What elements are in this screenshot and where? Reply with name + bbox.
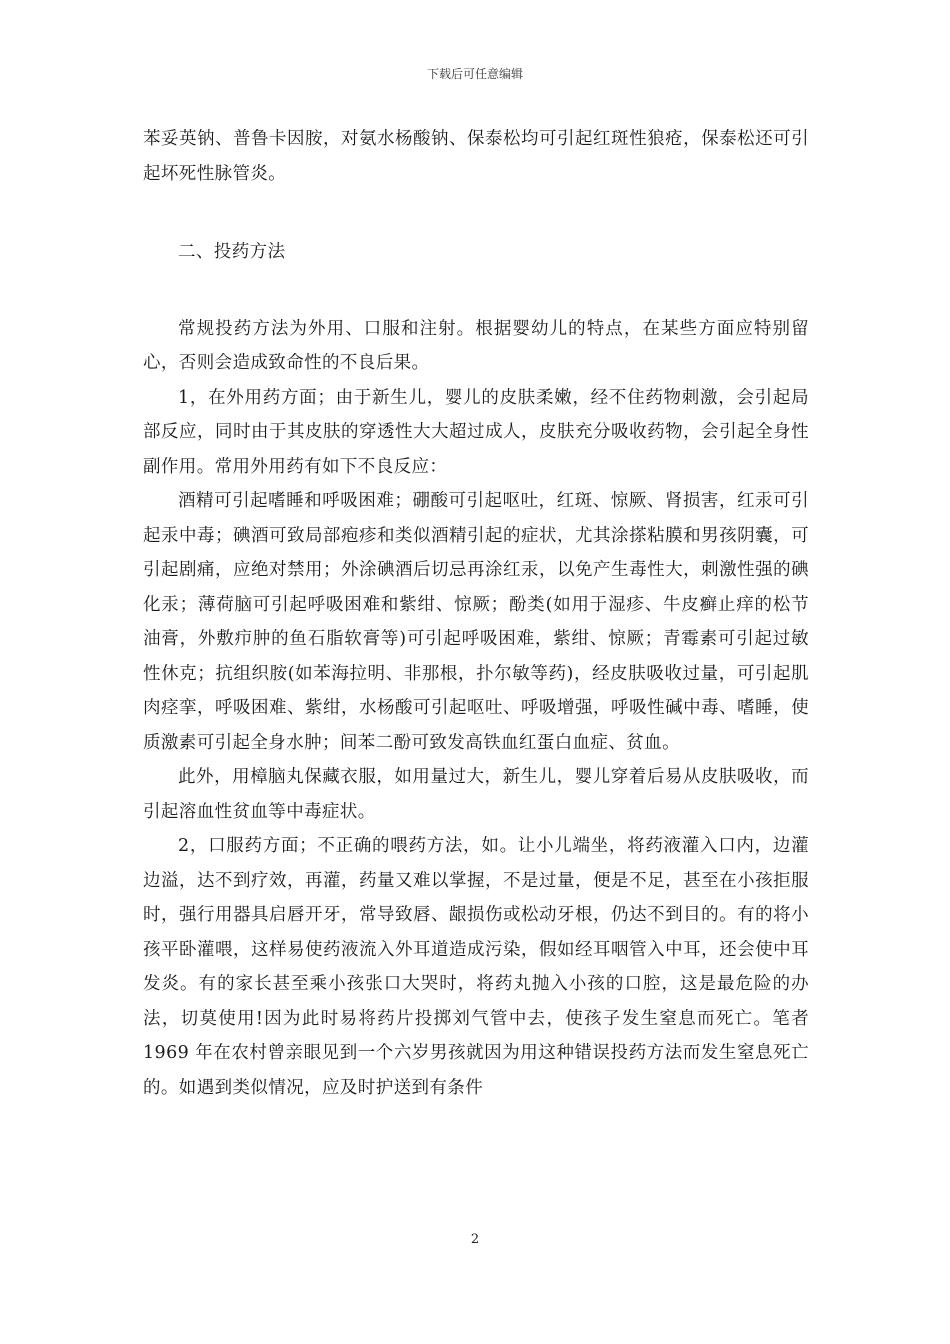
document-body bbox=[143, 122, 809, 1105]
page-number: 2 bbox=[470, 1232, 480, 1247]
paragraph-camphor: 此外，用樟脑丸保藏衣服，如用量过大，新生儿，婴儿穿着后易从皮肤吸收，而引起溶血性贫血等中毒症状。 bbox=[143, 767, 809, 822]
page-header: 下载后可任意编辑 bbox=[426, 67, 523, 81]
paragraph-continuation: 苯妥英钠、普鲁卡因胺，对氨水杨酸钠、保泰松均可引起红斑性狼疮，保泰松还可引起坏死性脉管炎。 bbox=[143, 129, 809, 184]
section-heading: 二、投药方法 bbox=[178, 242, 286, 262]
paragraph-adverse-reactions: 酒精可引起嗜睡和呼吸困难；硼酸可引起呕吐，红斑、惊厥、肾损害，红汞可引起汞中毒；碘酒可致局部疱疹和类似酒精引起的症状，尤其涂搽粘膜和男孩阴囊，可引起剧痛，应绝对禁用；外涂碘酒后切忌再涂红汞，以免产生毒性大，刺激性强的碘化汞；薄荷脑可引起呼吸困难和紫绀、惊厥；酚类(如用于湿疹、牛皮癣止痒的松节油膏，外敷疖肿的鱼石脂软膏等)可引起呼吸困难，紫绀、惊厥；青霉素可引起过敏性休克；抗组织胺(如苯海拉明、非那根，扑尔敏等药)，经皮肤吸收过量，可引起肌肉痉挛，呼吸困难、紫绀，水杨酸可引起呕吐、呼吸增强，呼吸性碱中毒、嗜睡，使质激素可引起全身水肿；间苯二酚可致发高铁血红蛋白血症、贫血。 bbox=[143, 491, 809, 753]
paragraph-oral-medication: 2，口服药方面；不正确的喂药方法，如。让小儿端坐，将药液灌入口内，边灌边溢，达不到疗效，再灌，药量又难以掌握，不是过量，便是不足，甚至在小孩拒服时，强行用器具启唇开牙，常导致唇、龈损伤或松动牙根，仍达不到目的。有的将小孩平卧灌喂，这样易使药液流入外耳道造成污染，假如经耳咽管入中耳，还会使中耳发炎。有的家长甚至乘小孩张口大哭时，将药丸抛入小孩的口腔，这是最危险的办法，切莫使用!因为此时易将药片投掷刘气管中去，使孩子发生窒息而死亡。笔者 1969 年在农村曾亲眼见到一个六岁男孩就因为用这种错误投药方法而发生窒息死亡的。如遇到类似情况，应及时护送到有条件 bbox=[143, 836, 809, 1098]
paragraph-external-use: 1，在外用药方面；由于新生儿，婴儿的皮肤柔嫩，经不住药物刺激，会引起局部反应，同时由于其皮肤的穿透性大大超过成人，皮肤充分吸收药物，会引起全身性副作用。常用外用药有如下不良反应： bbox=[143, 387, 809, 477]
paragraph-intro: 常规投药方法为外用、口服和注射。根据婴幼儿的特点，在某些方面应特别留心，否则会造成致命性的不良后果。 bbox=[143, 318, 809, 373]
